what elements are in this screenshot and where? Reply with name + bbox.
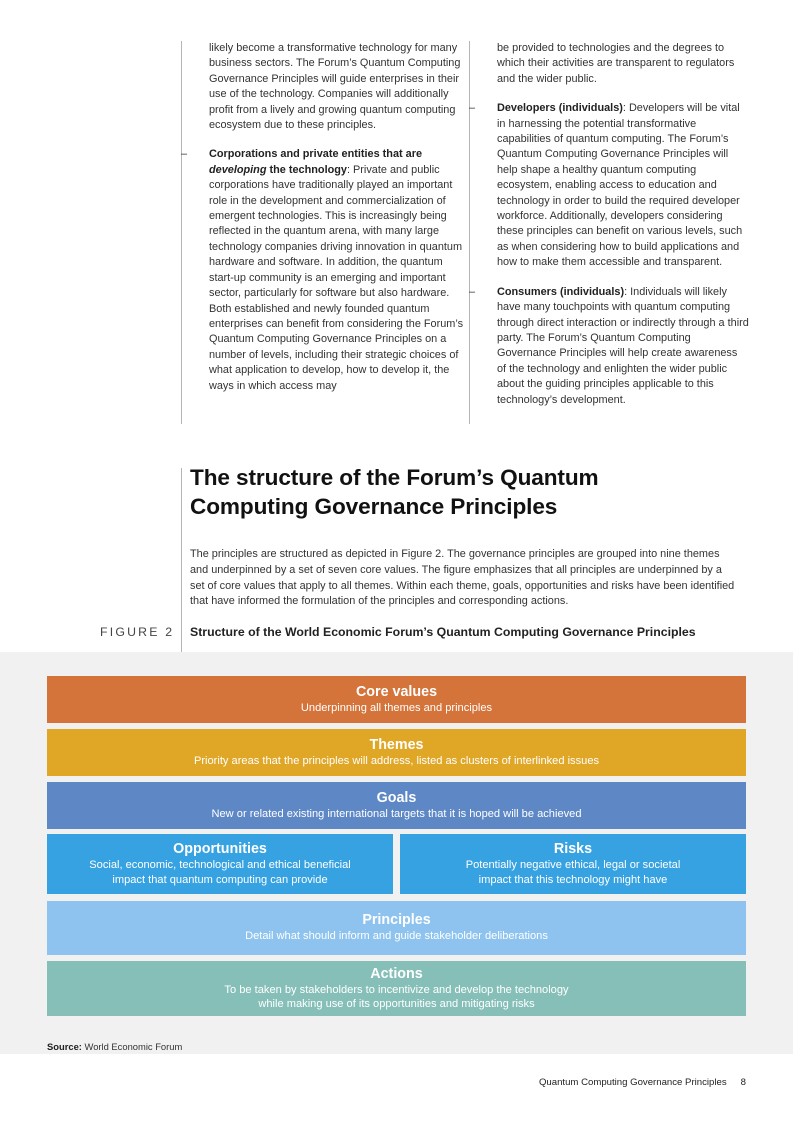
page-footer xyxy=(539,1077,746,1088)
item-body: : Private and public corporations have traditionally played an important role in the development and commercialization of emergent technologies. This is increasingly being reflected in the quantum arena, with many large technology companies driving innovation in quantum hardware and software. In addition, the quantum start-up community is an emerging and important sector, particularly for software but also hardware. Both established and newly founded quantum enterprises can benefit from considering the Forum’s Quantum Computing Governance Principles on a number of levels, including their strategic choices of what application to develop, how to develop it, the ways in which access may xyxy=(209,163,464,392)
box-title: Opportunities xyxy=(173,841,267,857)
heading-rule xyxy=(181,468,182,652)
item-lead-bold: Consumers (individuals) xyxy=(497,285,625,298)
box-title: Goals xyxy=(376,789,417,806)
item-body: : Developers will be vital in harnessing the potential transformative capabilities of quantum computing. The Forum’s Quantum Computing Governance Principles will help shape a healthy quantum computing ecosystem, enabling access to education and technology in order to build the required developer workforce. Additionally, developers considering these principles can benefit on various levels, such as when considering how to build applications and how to make them accessible and transparent. xyxy=(497,102,743,269)
opportunities-box xyxy=(47,834,393,894)
box-subtitle-line-1: Potentially negative ethical, legal or societal xyxy=(465,859,681,871)
left-column xyxy=(181,41,464,394)
box-title: Core values xyxy=(355,683,438,700)
box-subtitle-line-1: Social, economic, technological and ethical beneficial xyxy=(89,859,351,871)
principles-box xyxy=(47,901,746,955)
left-continuation-text: likely become a transformative technology for many business sectors. The Forum’s Quantum Computing Governance Principles will guide enterprises in their use of the technology. Companies will additionally profit from a lively and growing quantum computing ecosystem due to these principles. xyxy=(209,42,461,132)
box-subtitle-line-2: impact that this technology might have xyxy=(478,873,668,886)
figure-panel xyxy=(0,652,793,1054)
item-body: : Individuals will likely have many touchpoints with quantum computing through direct interaction or indirectly through a third party. The Forum’s Quantum Computing Governance Principles will help create awareness of the technology and enlighten the wider public about the guiding principles applicable to this technology’s development. xyxy=(497,285,749,406)
right-column xyxy=(469,41,749,408)
item-lead-bold: Corporations and private entities that are xyxy=(209,148,423,161)
page-number: 8 xyxy=(740,1077,746,1088)
figure-label: FIGURE 2 xyxy=(100,625,175,639)
right-continuation-text: be provided to technologies and the degrees to which their activities are transparent to regulators and the wider public. xyxy=(497,42,735,85)
box-subtitle: Underpinning all themes and principles xyxy=(300,701,493,714)
risks-box xyxy=(400,834,746,894)
themes-box xyxy=(47,729,746,776)
box-subtitle-line-2: impact that quantum computing can provide xyxy=(112,873,328,886)
bullet-dash: – xyxy=(181,148,188,161)
box-subtitle: Detail what should inform and guide stakeholder deliberations xyxy=(245,930,548,943)
item-lead-italic: developing xyxy=(209,163,267,176)
goals-box xyxy=(47,782,746,829)
bullet-dash: – xyxy=(469,102,476,115)
section-heading xyxy=(190,463,750,521)
source-text: World Economic Forum xyxy=(81,1041,183,1052)
list-item xyxy=(469,285,749,408)
box-title: Principles xyxy=(362,912,431,929)
box-title: Risks xyxy=(553,841,593,857)
box-title: Actions xyxy=(370,965,423,982)
source-label: Source: xyxy=(47,1041,82,1052)
item-lead-bold-end: the technology xyxy=(266,163,347,176)
core-values-box xyxy=(47,676,746,723)
box-subtitle-line-2: while making use of its opportunities and mitigating risks xyxy=(258,998,535,1010)
item-lead-bold: Developers (individuals) xyxy=(497,102,623,115)
figure-source xyxy=(47,1041,182,1052)
heading-line-1: The structure of the Forum’s Quantum xyxy=(190,465,599,490)
heading-line-2: Computing Governance Principles xyxy=(190,494,558,519)
box-subtitle: Priority areas that the principles will address, listed as clusters of interlinked issues xyxy=(193,754,600,767)
list-item xyxy=(469,101,749,270)
figure-title: Structure of the World Economic Forum’s Quantum Computing Governance Principles xyxy=(190,625,696,639)
list-item xyxy=(181,147,464,394)
section-intro: The principles are structured as depicted in Figure 2. The governance principles are grouped into nine themes and underpinned by a set of seven core values. The figure emphasizes that all principles are underpinned by a set of core values that apply to all themes. Within each theme, goals, opportunities and risks have been identified that have informed the formulation of the principles and corresponding actions. xyxy=(190,548,735,608)
box-subtitle-line-1: To be taken by stakeholders to incentivize and develop the technology xyxy=(224,983,569,996)
actions-box xyxy=(47,961,746,1016)
footer-title: Quantum Computing Governance Principles xyxy=(538,1077,727,1088)
bullet-dash: – xyxy=(469,285,476,298)
box-title: Themes xyxy=(369,736,424,753)
box-subtitle: New or related existing international targets that it is hoped will be achieved xyxy=(211,807,582,820)
